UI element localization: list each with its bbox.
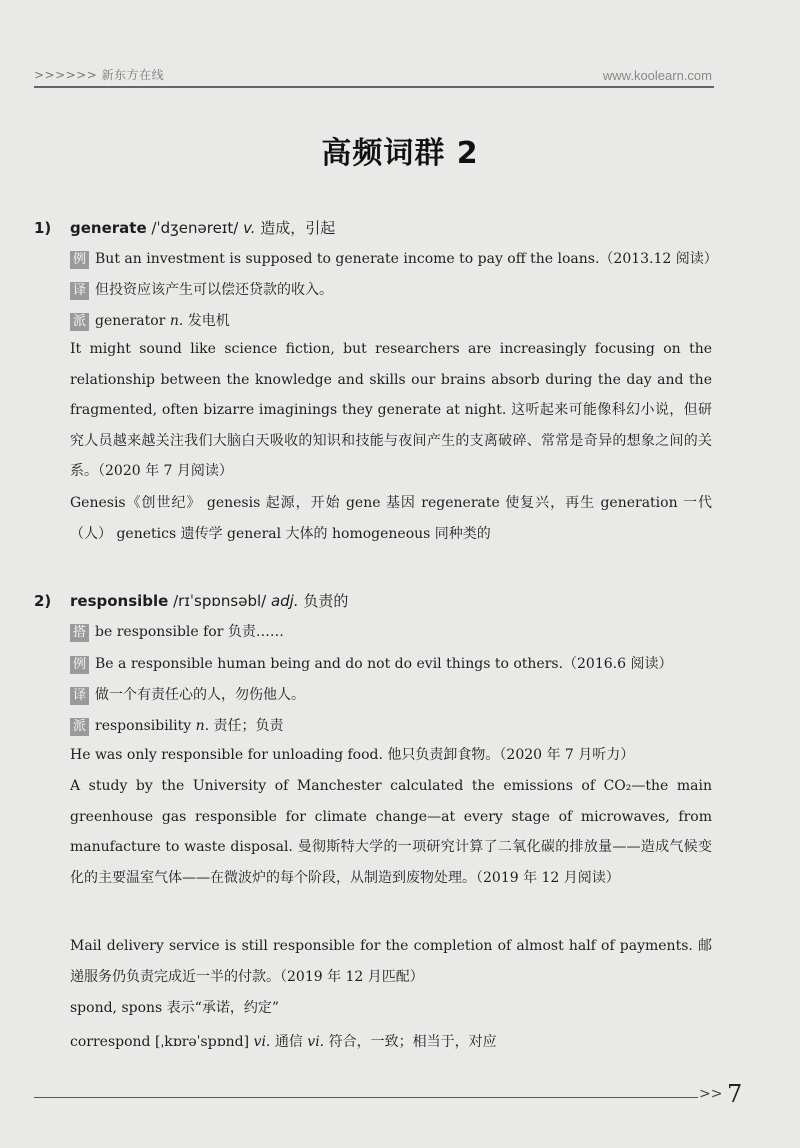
- derivative-line: [70, 715, 284, 736]
- translation-text: 做一个有责任心的人，勿伤他人。: [95, 687, 306, 703]
- translation-text: 但投资应该产生可以偿还贷款的收入。: [95, 282, 334, 298]
- entry-number: 2): [34, 592, 52, 610]
- header-divider: [34, 86, 714, 88]
- derivative-meaning: 发电机: [183, 313, 230, 329]
- phonetic: /ˈdʒenəreɪt/: [146, 219, 244, 237]
- example-text: Be a responsible human being and do not do evil things to others.（2016.6 阅读）: [95, 656, 673, 672]
- entry-number: 1): [34, 219, 52, 237]
- context-paragraph: It might sound like science fiction, but researchers are increasingly focusing on the relationship between the knowledge and skills our brains absorb during the day and the fragmented, often bizarre imaginings they generate at night. 这听起来可能像科幻小说，但研究人员越来越关注我们大脑白天吸收的知识和技能与夜间产生的支离破碎、常常是奇异的想象之间的关系。（2020 年 7 月阅读）: [70, 341, 712, 479]
- translation-line: [70, 279, 333, 300]
- part-of-speech: adj.: [270, 592, 299, 610]
- example-text: But an investment is supposed to generate income to pay off the loans.（2013.12 阅读）: [95, 251, 718, 267]
- translation-tag: 译: [70, 282, 89, 300]
- root-pos-2: vi.: [307, 1034, 325, 1050]
- meaning: 造成，引起: [255, 219, 336, 237]
- header-url: www.koolearn.com: [602, 68, 712, 83]
- meaning: 负责的: [298, 592, 349, 610]
- example-sentence: He was only responsible for unloading food. 他只负责卸食物。（2020 年 7 月听力）: [70, 747, 635, 763]
- root-meaning-2: 符合，一致；相当于，对应: [324, 1034, 497, 1050]
- translation-tag: 译: [70, 687, 89, 705]
- example-line: [70, 248, 718, 269]
- entry-1-heading: [34, 217, 335, 238]
- headword: responsible: [70, 592, 169, 610]
- page-title: 高频词群 2: [321, 136, 479, 171]
- example-tag: 例: [70, 251, 89, 269]
- page-number: 7: [727, 1080, 743, 1108]
- headword: generate: [70, 219, 147, 237]
- example-line: [70, 653, 672, 674]
- derivative-pos: n.: [195, 718, 210, 734]
- footer-divider: [34, 1097, 698, 1098]
- collocation-tag: 搭: [70, 624, 89, 642]
- root-pos-1: vi.: [253, 1034, 271, 1050]
- root-word: correspond [ˌkɒrəˈspɒnd]: [70, 1034, 254, 1050]
- collocation-line: [70, 621, 284, 642]
- derivative-tag: 派: [70, 718, 89, 736]
- entry-2-heading: [34, 590, 348, 611]
- root-word-line: [70, 1031, 497, 1051]
- root-note: spond, spons 表示“承诺，约定”: [70, 1000, 279, 1016]
- context-paragraph: A study by the University of Manchester calculated the emissions of CO₂—the main greenhouse gas responsible for climate change—at every stage of microwaves, from manufacture to waste disposal. 曼彻斯特大学的一项研究计算了二氧化碳的排放量——造成气候变化的主要温室气体——在微波炉的每个阶段，从制造到废物处理。（2019 年 12 月阅读）: [70, 778, 712, 886]
- derivative-pos: n.: [169, 313, 184, 329]
- derivative-word: generator: [95, 313, 170, 329]
- derivative-meaning: 责任；负责: [209, 718, 284, 734]
- phonetic: /rɪˈspɒnsəbl/: [168, 592, 271, 610]
- derivative-tag: 派: [70, 313, 89, 331]
- related-words: Genesis《创世纪》 genesis 起源，开始 gene 基因 regenerate 使复兴，再生 generation 一代（人） genetics 遗传学 general 大体的 homogeneous 同种类的: [70, 495, 712, 542]
- header-brand: >>>>>> 新东方在线: [34, 68, 165, 82]
- translation-line: [70, 684, 305, 705]
- derivative-line: [70, 310, 230, 331]
- part-of-speech: v.: [243, 219, 256, 237]
- example-tag: 例: [70, 656, 89, 674]
- root-meaning-1: 通信: [270, 1034, 308, 1050]
- footer-arrows: >>: [699, 1086, 723, 1102]
- collocation-text: be responsible for 负责……: [95, 624, 284, 640]
- derivative-word: responsibility: [95, 718, 196, 734]
- context-paragraph-2: Mail delivery service is still responsible for the completion of almost half of payments. 邮递服务仍负责完成近一半的付款。（2019 年 12 月匹配）: [70, 938, 712, 985]
